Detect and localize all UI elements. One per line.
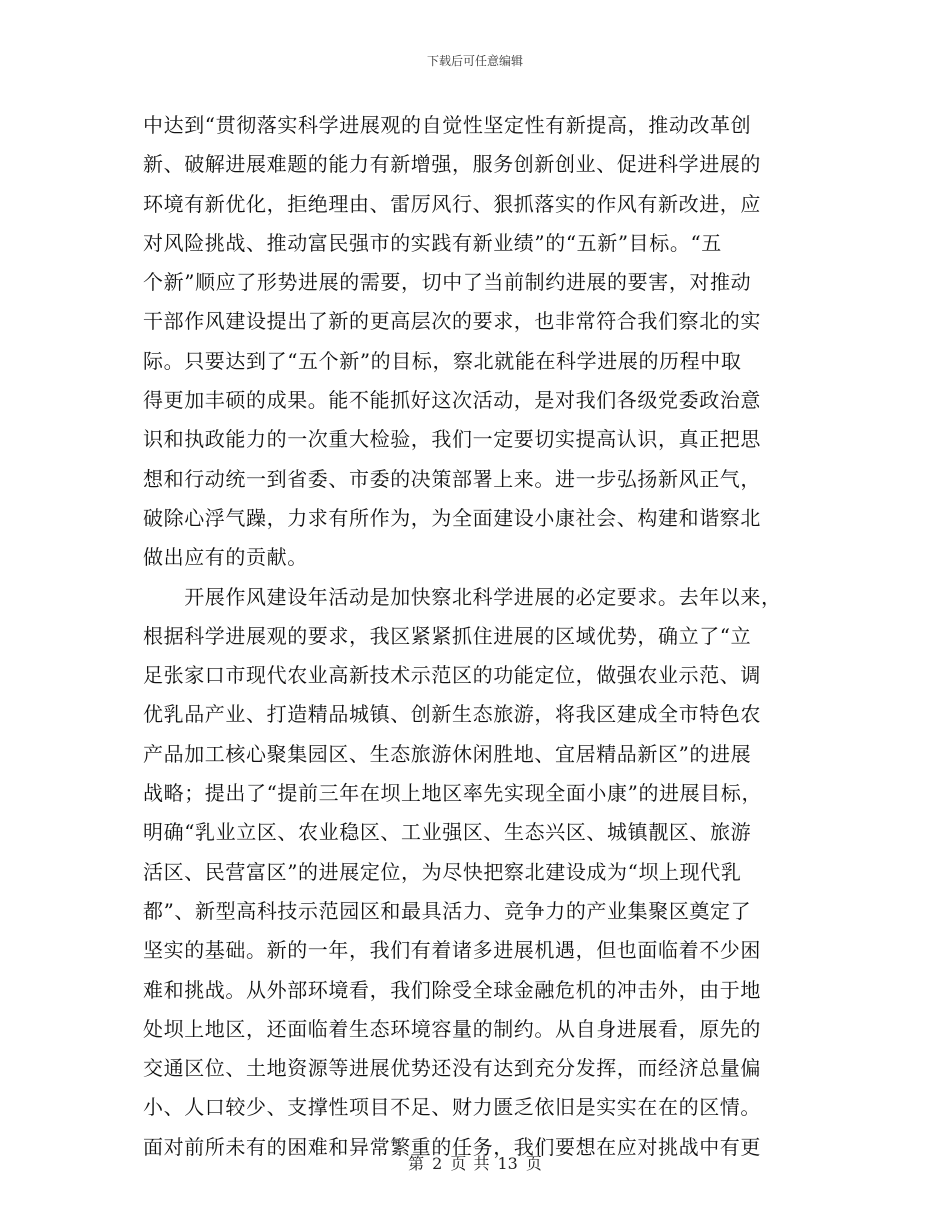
page-number-suffix: 页 (525, 1154, 542, 1173)
text-line: 都”、新型高科技示范园区和最具活力、竞争力的产业集聚区奠定了 (143, 898, 752, 923)
text-line: 环境有新优化，拒绝理由、雷厉风行、狠抓落实的作风有新改进，应 (143, 191, 761, 216)
page-number-middle: 页 共 (450, 1154, 490, 1173)
page-footer (0, 1153, 950, 1175)
text-line: 想和行动统一到省委、市委的决策部署上来。进一步弘扬新风正气， (143, 466, 761, 491)
text-line: 破除心浮气躁，力求有所作为，为全面建设小康社会、构建和谐察北 (143, 505, 761, 530)
text-line: 产品加工核心聚集园区、生态旅游休闲胜地、宜居精品新区”的进展 (143, 741, 752, 766)
text-line: 优乳品产业、打造精品城镇、创新生态旅游，将我区建成全市特色农 (143, 702, 761, 727)
text-line: 处坝上地区，还面临着生态环境容量的制约。从自身进展看，原先的 (143, 1016, 761, 1041)
text-line: 交通区位、土地资源等进展优势还没有达到充分发挥，而经济总量偏 (143, 1056, 761, 1081)
text-line: 际。只要达到了“五个新”的目标，察北就能在科学进展的历程中取 (143, 348, 742, 373)
text-line: 战略；提出了“提前三年在坝上地区率先实现全面小康”的进展目标， (143, 781, 763, 806)
header-text: 下载后可任意编辑 (426, 54, 523, 68)
text-line: 开展作风建设年活动是加快察北科学进展的必定要求。去年以来， (143, 584, 782, 609)
page-number-total: 13 (497, 1154, 518, 1173)
text-line: 对风险挑战、推动富民强市的实践有新业绩”的“五新”目标。“五 (143, 230, 722, 255)
text-line: 根据科学进展观的要求，我区紧紧抓住进展的区域优势，确立了“立 (143, 623, 752, 648)
page-number-prefix: 第 (408, 1154, 425, 1173)
text-line: 中达到“贯彻落实科学进展观的自觉性坚定性有新提高，推动改革创 (143, 113, 752, 137)
text-line: 做出应有的贡献。 (143, 545, 308, 570)
text-line: 得更加丰硕的成果。能不能抓好这次活动，是对我们各级党委政治意 (143, 388, 761, 413)
text-line: 小、人口较少、支撑性项目不足、财力匮乏依旧是实实在在的区情。 (143, 1095, 761, 1120)
text-line: 明确“乳业立区、农业稳区、工业强区、生态兴区、城镇靓区、旅游 (143, 820, 752, 845)
document-body (143, 106, 803, 1167)
text-line: 活区、民营富区”的进展定位，为尽快把察北建设成为“坝上现代乳 (143, 859, 742, 884)
text-line: 面对前所未有的困难和异常繁重的任务，我们要想在应对挑战中有更 (143, 1134, 761, 1159)
text-line: 新、破解进展难题的能力有新增强，服务创新创业、促进科学进展的 (143, 152, 761, 177)
text-line: 足张家口市现代农业高新技术示范区的功能定位，做强农业示范、调 (143, 663, 761, 688)
text-line: 难和挑战。从外部环境看，我们除受全球金融危机的冲击外，由于地 (143, 977, 761, 1002)
text-line: 个新”顺应了形势进展的需要，切中了当前制约进展的要害，对推动 (143, 270, 752, 295)
text-line: 干部作风建设提出了新的更高层次的要求，也非常符合我们察北的实 (143, 309, 761, 334)
text-line: 坚实的基础。新的一年，我们有着诸多进展机遇，但也面临着不少困 (143, 938, 761, 963)
page-number-current: 2 (432, 1154, 443, 1173)
page-header (0, 53, 950, 69)
text-line: 识和执政能力的一次重大检验，我们一定要切实提高认识，真正把思 (143, 427, 761, 452)
